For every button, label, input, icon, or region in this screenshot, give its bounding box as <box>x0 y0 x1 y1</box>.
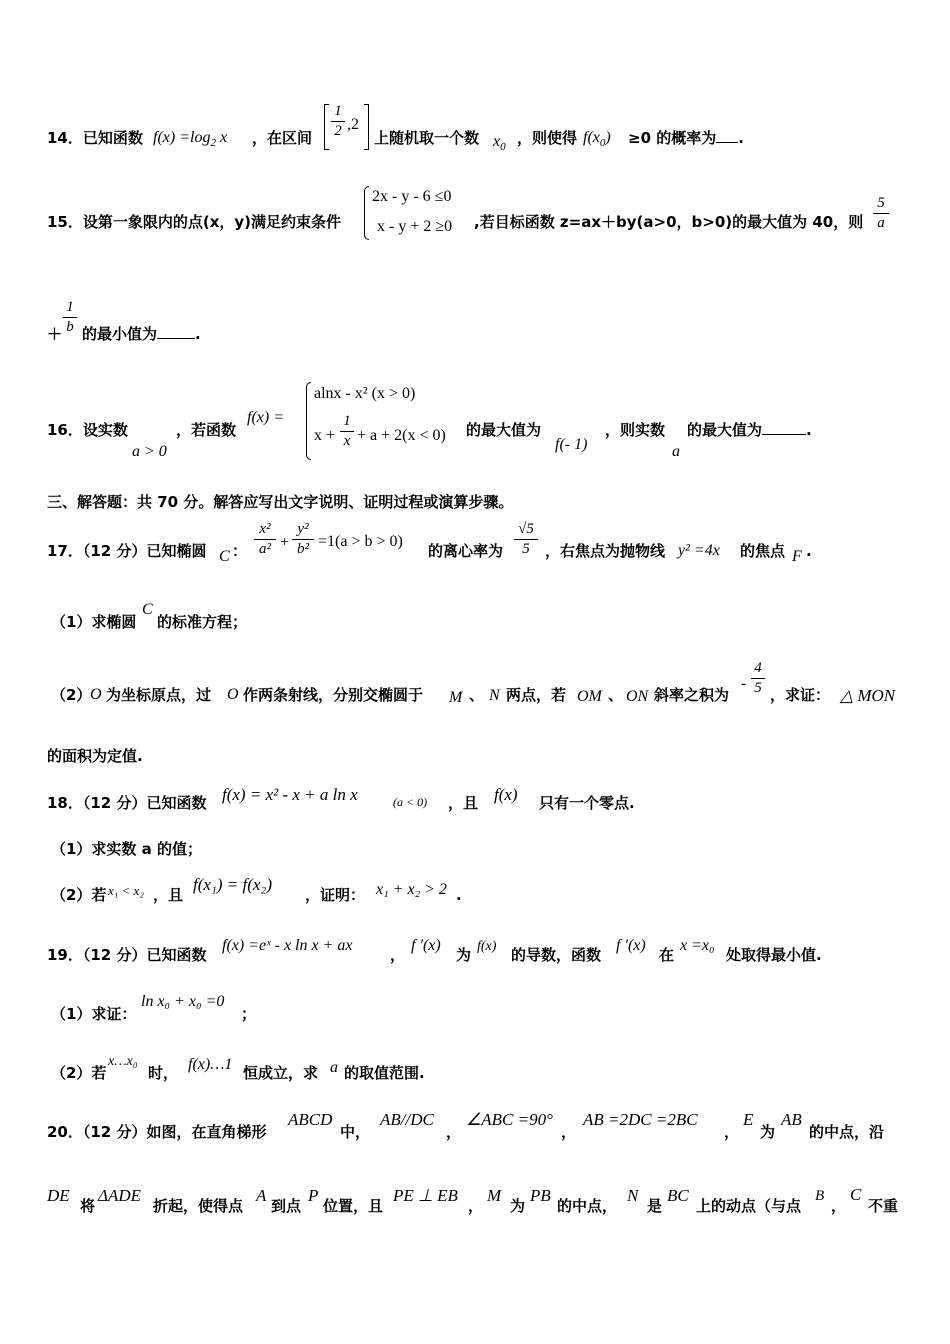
q16-mid: ，若函数 <box>176 421 237 439</box>
q17-part-2-f: 、 <box>608 686 624 704</box>
q17-prefix: 17．（12 分）已知椭圆 <box>47 542 207 560</box>
q19-part-2-a-symbol: a <box>330 1059 338 1076</box>
q18-part-2-inequality: x₁ + x₂ > 2 <box>376 881 447 898</box>
q18-function: f(x) = x² - x + a ln x <box>222 785 358 804</box>
q18-part-2-equation: f(x₁) = f(x₂) <box>193 875 272 894</box>
q17-part-2-b: 为坐标原点，过 <box>106 686 212 704</box>
q17-part-1-C: C <box>142 601 153 618</box>
q17-plus: + <box>280 534 290 551</box>
q15-plus: ＋ <box>47 325 63 343</box>
q20-BC: BC <box>667 1186 689 1205</box>
q20-mid: 的中点， <box>557 1197 618 1215</box>
q17-mid2: ，右焦点为抛物线 <box>545 542 666 560</box>
q14-mid3: ，则使得 <box>517 129 578 147</box>
q14-prefix: 14．已知函数 <box>47 129 143 147</box>
q20-C: C <box>850 1185 862 1204</box>
q20-ABCD: ABCD <box>288 1110 333 1129</box>
q16-brace <box>306 382 311 460</box>
q19-x-eq: x =x₀ <box>680 937 715 954</box>
q14-x0: $x_0$ <box>493 133 506 154</box>
q19-part-2-c: 恒成立，求 <box>243 1064 319 1082</box>
q15-tail: 的最小值为 . <box>82 325 201 343</box>
q17-part-2-d: 、 <box>469 686 485 704</box>
q20-fold: 折起，使得点 <box>153 1197 244 1215</box>
q16-tail: 的最大值为 . <box>687 421 812 439</box>
q15-fraction-1-b: $\frac{1}{b}$ <box>63 300 77 335</box>
q17-part-1-tail: 的标准方程； <box>157 613 248 631</box>
q17-mid: 的离心率为 <box>428 542 504 560</box>
q18-part-2-c: ，证明： <box>305 886 366 904</box>
q14-interval-end: ,2 <box>347 116 359 133</box>
q19-mid2: 的导数，函数 <box>511 946 602 964</box>
q20-AB: AB <box>781 1110 802 1129</box>
q18-tail: 只有一个零点. <box>539 794 635 812</box>
q20-zhong: 中， <box>340 1123 371 1141</box>
q14-interval-fraction: $\frac{1}{2}$ <box>331 104 345 139</box>
q19-part-2-inequality: f(x)…1 <box>188 1056 233 1073</box>
section-3-heading: 三、解答题：共 70 分。解答应写出文字说明、证明过程或演算步骤。 <box>47 493 514 511</box>
q16-case-2-b: + a + 2(x < 0) <box>357 427 446 444</box>
q17-part-2-h: ，求证： <box>770 686 831 704</box>
q16-fx: f(x) = <box>247 409 284 426</box>
q19-part-1-a: （1）求证： <box>51 1005 137 1023</box>
q19-mid3: 在 <box>659 946 675 964</box>
q14-mid2: 上随机取一个数 <box>374 129 480 147</box>
q20-N: N <box>627 1186 639 1205</box>
q20-daodian: 到点 <box>271 1197 302 1215</box>
q15-mid: ,若目标函数 z=ax＋by(a>0，b>0)的最大值为 40，则 <box>474 213 864 231</box>
q19-fprime-2: f ′(x) <box>616 937 646 954</box>
q19-part-1-end: ； <box>241 1005 257 1023</box>
q20-comma-2: ， <box>561 1123 577 1141</box>
q20-shi: 是 <box>647 1197 663 1215</box>
q20-move: 上的动点（与点 <box>696 1197 802 1215</box>
q20-M: M <box>487 1186 502 1205</box>
q15-brace <box>364 186 369 240</box>
q20-E: E <box>743 1110 754 1129</box>
q17-part-2-e: 两点，若 <box>506 686 567 704</box>
q17-part-2-minus: - <box>741 675 747 692</box>
q20-comma-3: ， <box>724 1123 740 1141</box>
q20-comma-4: ， <box>468 1197 484 1215</box>
q14-mid: ，在区间 <box>252 129 313 147</box>
q20-triangle-ADE: ΔADE <box>98 1186 142 1205</box>
q19-part-2-cond: x…x₀ <box>108 1054 138 1069</box>
q20-comma-1: ， <box>446 1123 462 1141</box>
q20-DE: DE <box>47 1186 70 1205</box>
q15-constraint-2: x - y + 2 ≥0 <box>377 218 453 235</box>
q17-eccentricity: $\frac{√5}{5}$ <box>514 522 538 557</box>
q18-part-2-end: . <box>456 886 462 904</box>
q16-case-1: alnx - x² (x > 0) <box>314 385 416 402</box>
q18-part-2-a: （2）若 <box>51 886 107 904</box>
q19-prefix: 19．（12 分）已知函数 <box>47 946 207 964</box>
q15-constraint-1: 2x - y - 6 ≤0 <box>372 188 452 205</box>
q17-C: C <box>219 548 230 565</box>
q20-jiang: 将 <box>80 1197 96 1215</box>
q18-fx: f(x) <box>494 785 518 804</box>
q20-not-same: 不重 <box>868 1197 899 1215</box>
q17-ellipse-rest: =1(a > b > 0) <box>318 533 403 550</box>
q15-prefix: 15．设第一象限内的点(x，y)满足约束条件 <box>47 213 342 231</box>
q14-fx0: $f(x_0)$ <box>583 129 611 150</box>
q19-function: f(x) =eˣ - x ln x + ax <box>222 937 353 954</box>
q17-frac-y2-b2: $\frac{\text{y²}}{\text{b²}}$ <box>292 522 314 557</box>
q17-part-2-O: O <box>90 686 102 703</box>
q16-case-2-fraction: $\frac{1}{x}$ <box>340 414 354 449</box>
q17-part-1-label: （1）求椭圆 <box>51 613 137 631</box>
q17-part-2-OM: OM <box>577 688 602 705</box>
q17-frac-x2-a2: $\frac{\text{x²}}{\text{a²}}$ <box>254 522 276 557</box>
q20-comma-5: ， <box>831 1197 847 1215</box>
q14-tail: ≥0 的概率为 . <box>628 129 744 147</box>
q18-prefix: 18．（12 分）已知函数 <box>47 794 207 812</box>
q15-fraction-5-a: $\frac{5}{a}$ <box>873 196 889 231</box>
q16-prefix: 16．设实数 <box>47 421 128 439</box>
q17-part-2-a: （2） <box>51 686 92 704</box>
q20-B: B <box>815 1188 825 1204</box>
q20-PB: PB <box>530 1186 551 1205</box>
q17-part-2-i: 的面积为定值. <box>47 747 143 765</box>
q17-part-2-g: 斜率之积为 <box>654 686 730 704</box>
q19-fx: f(x) <box>477 939 497 954</box>
q20-perpendicular: PE ⊥ EB <box>393 1186 458 1205</box>
q17-F: F <box>792 548 802 565</box>
q16-mid3: ，则实数 <box>605 421 666 439</box>
q17-part-2-M: M <box>449 689 463 706</box>
q19-part-1-equation: ln x₀ + x₀ =0 <box>141 993 225 1010</box>
q18-condition: (a < 0) <box>393 795 428 809</box>
q17-part-2-triangle: △ MON <box>840 686 896 705</box>
q19-comma: ， <box>390 946 406 964</box>
q14-function: $f(x) =\log_2$ x <box>153 129 228 150</box>
q19-part-2-a: （2）若 <box>51 1064 107 1082</box>
q20-prefix: 20．（12 分）如图，在直角梯形 <box>47 1123 267 1141</box>
q20-position: 位置，且 <box>323 1197 384 1215</box>
q17-colon: ： <box>232 542 248 560</box>
q18-part-2-cond: x₁ < x₂ <box>108 883 144 898</box>
q20-equation: AB =2DC =2BC <box>583 1110 698 1129</box>
q16-mid2: 的最大值为 <box>466 421 542 439</box>
q18-mid: ，且 <box>448 794 479 812</box>
q16-f-minus-1: f(- 1) <box>555 436 588 453</box>
q17-part-2-c: 作两条射线，分别交椭圆于 <box>243 686 424 704</box>
q20-A: A <box>256 1186 267 1205</box>
q18-part-2-b: ，且 <box>153 886 184 904</box>
q16-case-2-a: x + <box>314 427 336 444</box>
q20-tail-1: 的中点，沿 <box>809 1123 885 1141</box>
q17-part-2-fraction: $\frac{4}{5}$ <box>751 661 765 696</box>
q14-bracket-left <box>324 104 329 150</box>
q19-part-2-b: 时， <box>148 1064 179 1082</box>
q14-bracket-right <box>364 104 369 150</box>
q16-a: a <box>672 443 680 460</box>
q19-mid: 为 <box>456 946 472 964</box>
q19-part-2-d: 的取值范围. <box>344 1064 425 1082</box>
q17-part-2-ON: ON <box>626 688 649 705</box>
q17-part-2-N: N <box>489 687 500 704</box>
q20-P: P <box>308 1186 319 1205</box>
q19-fprime: f ′(x) <box>411 937 441 954</box>
q17-parabola: y² =4x <box>678 542 720 559</box>
q16-condition: a > 0 <box>132 443 167 460</box>
q20-wei-2: 为 <box>510 1197 526 1215</box>
q19-tail: 处取得最小值. <box>726 946 822 964</box>
q20-wei: 为 <box>760 1123 776 1141</box>
q18-part-1: （1）求实数 a 的值； <box>51 840 203 858</box>
q20-angle: ∠ABC =90° <box>466 1110 553 1129</box>
q17-part-2-O2: O <box>227 686 239 703</box>
q20-parallel: AB//DC <box>380 1110 434 1129</box>
q17-end: . <box>806 542 812 560</box>
q17-mid3: 的焦点 <box>740 542 786 560</box>
